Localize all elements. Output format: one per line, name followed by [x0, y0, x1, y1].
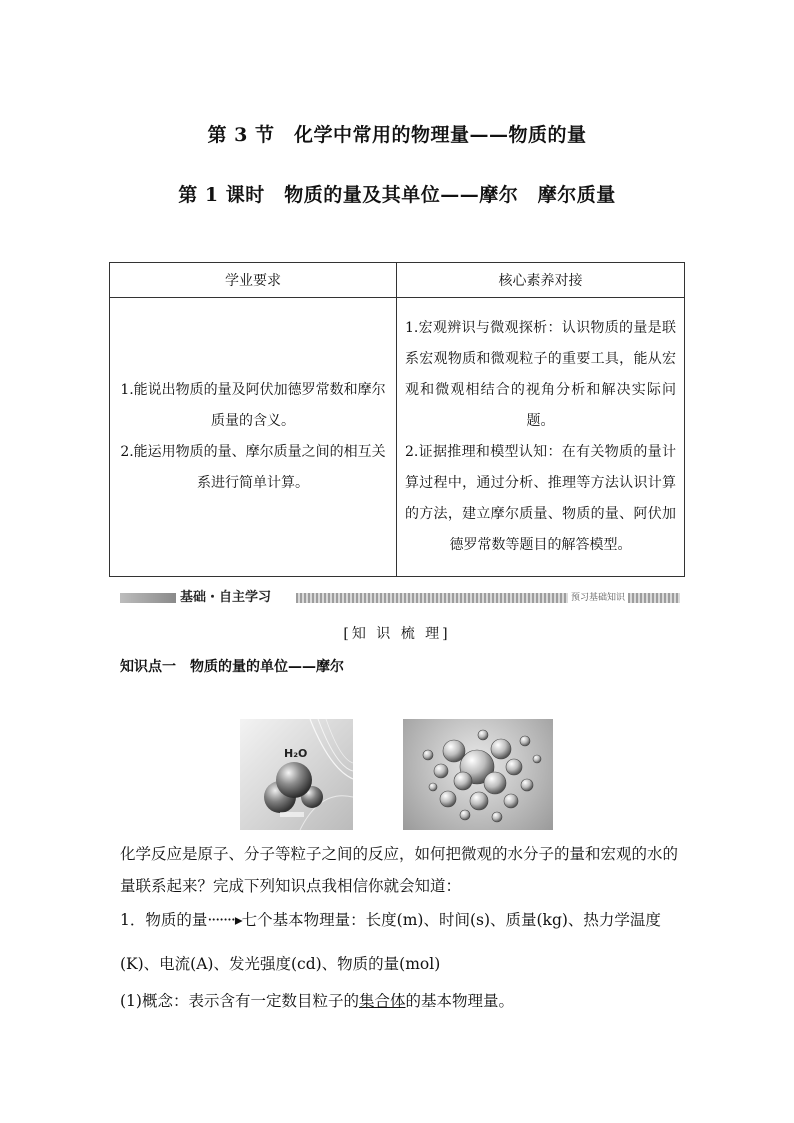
banner-label: 基础・自主学习 [180, 590, 272, 605]
concept-line [120, 985, 690, 1017]
banner-tag: 预习基础知识 [568, 591, 628, 605]
concept-underlined-term: 集合体 [358, 992, 406, 1010]
header-core-literacy: 核心素养对接 [397, 263, 685, 298]
requirement-item: 1.能说出物质的量及阿伏加德罗常数和摩尔质量的含义。 [120, 382, 386, 429]
knowledge-point-title: 知识点一 物质的量的单位——摩尔 [120, 659, 344, 675]
section-banner [120, 590, 680, 606]
requirements-table [109, 262, 685, 577]
intro-paragraph: 化学反应是原子、分子等粒子之间的反应，如何把微观的水分子的量和宏观的水的量联系起来？完成下列知识点我相信你就会知道： [120, 845, 679, 895]
water-molecule-image [240, 719, 353, 830]
requirements-cell [110, 298, 397, 577]
core-literacy-cell [397, 298, 685, 577]
item-1-rest: 七个基本物理量：长度(m)、时间(s)、质量(kg)、热力学温度 [241, 911, 661, 929]
lesson-title: 第 1 课时 物质的量及其单位——摩尔 摩尔质量 [178, 184, 616, 206]
concept-prefix: (1)概念：表示含有一定数目粒子的 [120, 992, 359, 1010]
banner-bar-left [120, 593, 176, 603]
bubbles-image [403, 719, 553, 830]
item-1-lead: 1．物质的量 [120, 911, 208, 929]
water-formula-label: H₂O [284, 747, 308, 760]
concept-suffix: 的基本物理量。 [405, 992, 514, 1010]
section-title: 第 3 节 化学中常用的物理量——物质的量 [207, 124, 587, 146]
item-1-line-2: (K)、电流(A)、发光强度(cd)、物质的量(mol) [120, 955, 441, 973]
knowledge-summary-title: [知 识 梳 理] [343, 626, 451, 642]
dotted-arrow-icon: ·······▸ [207, 911, 242, 929]
requirement-item: 2.能运用物质的量、摩尔质量之间的相互关系进行简单计算。 [120, 444, 386, 491]
item-1-line-1 [120, 904, 690, 936]
literacy-item: 1.宏观辨识与微观探析：认识物质的量是联系宏观物质和微观粒子的重要工具，能从宏观和微观相结合的视角分析和解决实际问题。 [405, 320, 676, 429]
literacy-item: 2.证据推理和模型认知：在有关物质的量计算过程中，通过分析、推理等方法认识计算的方法，建立摩尔质量、物质的量、阿伏加德罗常数等题目的解答模型。 [405, 444, 676, 553]
header-requirements: 学业要求 [110, 263, 397, 298]
